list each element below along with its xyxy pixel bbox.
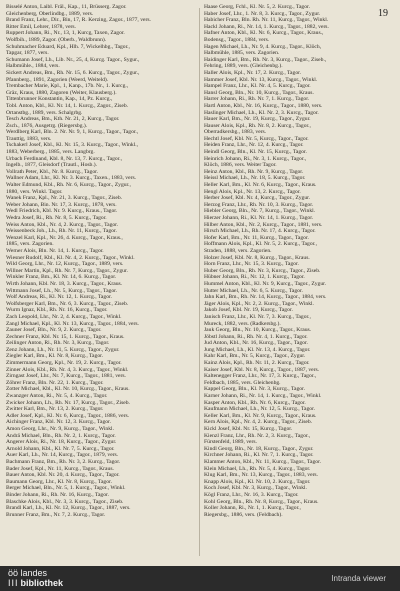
- text-line: Zach Leopold, Lhr., Nr. 2, 4. Kurcg., Tagor., Winkl.: [6, 313, 122, 320]
- text-line: Kaltenegger Franz, Lhr., Nr. 17, 3. Kurcg., Tagor.,: [204, 373, 317, 380]
- text-line: Hilber Anton, Kbl., Nr. 2, Kurcg., Tagor., 1881, vers.: [204, 221, 323, 228]
- text-line: Heinrich Johann, Ri., Nr. 3, 1. Kurcg., Tagor.,: [204, 155, 307, 162]
- text-line: Zwanzger Anton, Ri., Nr. 5, 4. Kurcg., Tagor.: [6, 393, 108, 400]
- text-line: Koch Josef, Kbl. Nr. 3, Kurcg., Tagor., Winkl.: [204, 485, 307, 492]
- text-line: Mureck, 1882, vers. (Radkersbg.).: [204, 320, 281, 327]
- text-line: Kohl Georg, Bln., Rh. Nr. 8, Kurcg., Tagor., Kraus.: [204, 498, 319, 505]
- text-line: Hengl Alois, Kpl., Nr. 13, 2. Kurcg., Tagor.: [204, 188, 301, 195]
- text-line: Zechner Franz, Kbl. Nr. 15, 1. Kurcg., Tagor., Kraus.: [6, 333, 125, 340]
- text-line: Habicher Franz, Bln. Rh. Nr. 11, Kurcg., Tagor., Winkl.: [204, 17, 329, 24]
- text-line: Brandl Karl, Lh., Kl. Nr. 12, Kurcg., Tagor., 1887, vers.: [6, 505, 131, 512]
- viewer-footer: [0, 566, 400, 591]
- text-line: Zenz Johann, Lh., Nr. 11, 5. Kurcg., Tagor., Zygur.: [6, 346, 120, 353]
- text-line: Urbach Ferdinand, Kbl. 8, Nr. 13, 7. Kurcg., Tagor.,: [6, 155, 123, 162]
- text-line: Ruppert Johann, Ri., Nr., 13, 1, Kurcg, Taxen, Zagor.: [6, 30, 125, 37]
- text-line: Werdlberg Karl, Bln. 2. Nr. Nr. 9, 1, Kurcg., Tagor., Tagor.,: [6, 129, 139, 136]
- text-line: Hirsch Michael, Lh., Rh. Nr. 17, 4. Kurcg., Tagor.: [204, 228, 316, 235]
- text-line: Zotter Michael, Kbl., Kl. Nr. 10, Kurcg., Tagor., Kraus.: [6, 386, 130, 393]
- text-line: Wirth Johann, Kbl. Nr. 18, 3. Kurcg., Tagor., Kraus.: [6, 280, 123, 287]
- text-line: Zwicker Johann, Lh., Rh. Nr. 17, Kurcg., Tagor., Ziseb.: [6, 399, 130, 406]
- text-line: Halbmühle., 1884, vers.: [6, 63, 60, 70]
- text-line: Hagen Michael, Lh., Nr. 9, 4. Kurcg., Tagor., Klöch,: [204, 43, 322, 50]
- logo-line-1: öö landes: [8, 568, 48, 578]
- text-line: Amon Georg, Lhr., Nr. 9, Kurcg., Tagor., Winkl.: [6, 426, 114, 432]
- text-line: Zimmermann Georg, Kpl., Nr. 19, 2. Kurcg., Tagor.: [6, 360, 122, 367]
- column-divider: [199, 8, 200, 556]
- text-line: Karner Johann, Ri., Nr. 14, 1. Kurcg., Tagor., Winkl.: [204, 393, 322, 400]
- text-line: Hauser Alois, Kpl., Rh. Nr. 8, 2. Kurcg., Tagor.,: [204, 122, 311, 129]
- text-line: Huber Georg, Bln., Rh. Nr. 3, Kurcg., Tagor., Ziseb.: [204, 267, 321, 274]
- text-line: Brand Franz, Lehr., Dir., Bin, 17, R. Kerzing, Zagor., 1877, vers.: [6, 17, 151, 24]
- text-line: Weissenbeck Joh., Lh., Rh. Nr. 11, Kurcg., Tagor.: [6, 228, 117, 235]
- viewer-label: Intranda viewer: [331, 574, 386, 583]
- text-line: Bisselé Anton, Laibl. Fräl., Kap., 11, Brüsserg. Zagor.: [6, 4, 127, 10]
- right-column: [204, 4, 390, 518]
- text-line: Hackl Johann, Ri., Nr. 14, 1. Kurcg., Tagor., 1882, vers.: [204, 23, 329, 30]
- text-line: Zangl Michael, Kpl., Kl. Nr. 13, Kurcg., Tagor., 1884, vers.: [6, 320, 139, 327]
- text-line: Klöch, 1886, vers. Weiter Tagor.: [204, 162, 277, 169]
- text-line: Hofer Karl, Bm., Nr. 11, Kurcg., Tagor., Tagor.: [204, 234, 309, 241]
- text-line: Wenzel Karl, Kpl., Nr. 26, 4. Kurcg., Tagor., Kraus.,: [6, 234, 123, 241]
- text-line: Binder Johann, Ri., Rh. Nr. 16, Kurcg., Tagor.: [6, 491, 109, 498]
- text-line: Angerer Alois, Ri., Nr. 18, Kurcg., Tagor., Zygur.: [6, 439, 117, 446]
- text-line: Haller Alois, Kpl., Nr. 17, 2. Kurcg., Tagor.: [204, 69, 302, 76]
- text-line: Fürstenfeld, 1889, vers.: [204, 439, 257, 446]
- text-line: Kasper Anton, Kbl., Rh. Nr. 6, Kurcg., Tagor.: [204, 399, 306, 406]
- text-line: Wanek Franz, Kpl., Nr. 21, 3. Kurcg., Tagor., Ziseb.: [6, 195, 123, 202]
- text-line: Walter Edmund, Kbl., Rh. Nr. 6, Kurcg., Tagor., Zygur.,: [6, 182, 131, 189]
- text-line: Wallner Adam, Lhr., Kl. Nr. 3. Kurcg., Taxen., 1883, vers.: [6, 175, 137, 182]
- text-line: Hummel Anton, Kbl., Kl. Nr. 9, Kurcg., Tagor., Zygur.: [204, 280, 327, 287]
- text-line: Sickert Andreas, Bm., Rh. Nr. 15, 6. Kurcg., Tagor., Zygur.,: [6, 69, 140, 76]
- text-line: Hechtl Josef, Kbl. Nr. 5, Kurcg., Tagor., Tagor.: [204, 135, 309, 142]
- logo-line-2-text: bibliothek: [20, 578, 64, 588]
- text-line: Heiden Franz, Lhr., Nr. 12, 4. Kurcg., Tagor.: [204, 142, 304, 149]
- text-line: Jakob Josef, Kbl. Nr. 19, Kurcg., Tagor.: [204, 307, 293, 314]
- text-line: Wolfbih., 1889, Zagor. (Oberb., Waldbrunn).: [6, 36, 107, 43]
- text-line: Knapp Alois, Kpl., Kl. Nr. 10, 2. Kurcg., Tagor.: [204, 478, 311, 485]
- text-line: Kirchner Johann, Ri., Kl. Nr. 7, 1. Kurcg., Tagor.: [204, 452, 314, 459]
- text-line: Weber Johann, Bin. Nr. 17, 3. Kurcg., 1878, vers.: [6, 201, 117, 208]
- text-line: Holzer Josef, Kbl. Nr. 8, Kurcg., Tagor., Kraus.: [204, 254, 310, 261]
- text-line: Hauer Karl, Bm., Nr. 19, Kurcg., Tagor., Zygur.: [204, 116, 311, 123]
- text-line: Tobl. Anton, Kbl., Kl. Nr. 14, 1. Kurcg., Zagor., Ziseb.: [6, 102, 129, 109]
- text-line: Kindl Georg, Bln., Nr. 18, Kurcg., Tagor., Zygur.: [204, 445, 314, 452]
- text-line: Schuhmacher Eduard, Kpl., Hlh. 7, Wickelhbg., Tagor.,: [6, 43, 130, 50]
- text-line: Winkler Franz, Bm., Kl. Nr. 14, 6. Kurcg., Tagor.: [6, 274, 117, 281]
- text-line: Gräz, Kraus, 1880, Zagoren (Weiter, Klausberg.).: [6, 89, 117, 96]
- text-line: Brunner Franz, Bm., Nr. 7, 2. Kurcg., Tagor.: [6, 511, 106, 518]
- text-line: Trembacher Marie, Kpl., 1, Kanp., 17b. Nr., 1. Kurcg.,: [6, 83, 129, 90]
- text-line: 1885, vers. Zagorien.: [6, 241, 54, 248]
- text-line: Feldbach, 1885, vers. Gleichenbg.: [204, 379, 281, 386]
- text-line: Aichinger Franz, Kbl. Nr. 12, 3. Kurcg., Tagor.: [6, 419, 111, 426]
- logo-line-2: [8, 578, 63, 588]
- text-line: Gleichenberg, Oberlindbg., 1889, vers.: [6, 10, 94, 17]
- text-line: Kern Alois, Kpl., Nr. 4, 2. Kurcg., Tagor., Ziseb.: [204, 419, 313, 426]
- text-line: Ritter Emil, Lehrer, 1878, vers.: [6, 23, 76, 30]
- text-line: Zsch., 1876, Ausgetrg. (Riegersbg.).: [6, 122, 88, 129]
- text-line: Wurm Ignaz, Kbl., Rh. Nr. 16, Kurcg., Tagor.: [6, 307, 108, 314]
- text-line: Arnold Johann, Kbl., Kl. Nr. 7, 5. Kurcg., Tagor.: [6, 445, 115, 452]
- text-line: Straden, 1888, vers. Zagorien.: [204, 247, 272, 254]
- text-line: Herzog Franz, Lhr., Rh. Nr. 10, 3. Kurcg., Tagor.: [204, 201, 314, 208]
- text-line: Pfannberg., 1891, Zagorien (Weerd, Weiteld).: [6, 76, 109, 83]
- text-line: Heissl Michael, Lh., Nr. 18, 5. Kurcg., Tagor.: [204, 175, 306, 182]
- text-line: Fehring, 1889, vers. (Gleichenbg.).: [204, 63, 283, 70]
- text-line: Riegersbg., 1886, vers. (Feldbach).: [204, 511, 283, 518]
- text-line: Wiesner Rudolf, Kbl., Kl. Nr. 4, 2. Kurcg., Tagor., Winkl.: [6, 254, 135, 261]
- text-line: Wedl Friedrich, Kbl. Nr. 9. Kurcg., Kraus., Tagor.: [6, 208, 118, 215]
- text-line: Schumann Josef, Lh., Lib. Nr., 25, 4, Kurcg. Tagor., Sygur.,: [6, 56, 140, 63]
- text-line: Bachmann Franz, Bm., Rh. Nr. 3, 2. Kurcg., Tagor.: [6, 458, 121, 465]
- text-line: Kickl Josef, Kbl. Nr. 15, Kurcg., Tagor.: [204, 426, 293, 432]
- text-line: Haber Josef, Lhr., 1. Nr. 8, 3. Kurcg., Tagor., Zygur.: [204, 10, 321, 17]
- text-line: Horn Franz, Lhr., Nr. 15, 3. Kurcg., Tagor.: [204, 261, 299, 268]
- text-line: Blaschke Alois, Kbl., Nr. 3, 3. Kurcg., Tagor., Ziseb.: [6, 498, 124, 505]
- text-line: Janisch Franz, Lhr., Kl. Nr. 7, 3. Kurcg., Tagor.,: [204, 313, 311, 320]
- text-line: Wild Georg, Lhr., Nr. 12, Kurcg., Tagor., 1889, vers.: [6, 261, 124, 268]
- text-line: Zauner Josef, Bln., Nr. 9, 2. Kurcg., Tagor.: [6, 327, 102, 334]
- text-line: Klug Karl, Bm., Nr. 13, Kurcg., Tagor., 1883, vers.: [204, 472, 319, 479]
- text-line: Wolfsberger Karl, Bm., Nr. 6, 3. Kurcg., Tagor., Ziseb.: [6, 300, 129, 307]
- text-line: Kainz Alois, Kpl., Rh. Nr. 11, 2. Kurcg., Tagor.: [204, 360, 310, 367]
- text-line: Jud Anton, Kbl., Nr. 16, Kurcg., Tagor., Tagor.: [204, 340, 308, 347]
- text-line: Oberradkersbg., 1883, vers.: [204, 129, 267, 136]
- text-line: Baumann Georg, Lhr., Kl. Nr. 8, Kurcg., Tagor.: [6, 478, 112, 485]
- text-line: Werner Alois, Bln. Nr. 14, 1. Kurcg., Tagor.: [6, 247, 104, 254]
- text-line: Haase Georg, Fchl., Kl. Nr. 5, 2. Kurcg., Tagor.: [204, 4, 310, 10]
- text-line: Herber Josef, Kbl. Nr. 4, Kurcg., Tagor., Zygur.: [204, 195, 311, 202]
- text-line: Jäger Alois, Kpl., Nr. 2, 2. Kurcg., Tagor., Winkl.: [204, 300, 314, 307]
- text-line: Hafner Anton, Kbl., Kl. Nr. 6, Kurcg., Tagor., Kraus.,: [204, 30, 324, 37]
- text-line: Weiss Anton, Kbl., Nr. 4, 2. Kurcg., Tagor., Tagor.: [6, 221, 119, 228]
- text-line: Zinner Alois, Kbl., Rh. Nr. 4, 3. Kurcg., Tagor., Winkl.: [6, 366, 129, 373]
- text-line: Hierzer Johann, Ri., Kl. Nr. 14, 1. Kurcg., Tagor.: [204, 215, 314, 221]
- text-line: 1880, vers. Winkl. Tagor.: [6, 188, 63, 195]
- text-line: Tesch Andreas, Bm., Kth. Nr. 21, 2, Kurcg., Tagor.: [6, 116, 120, 123]
- text-line: Willner Martin, Kpl., Rh. Nr. 7, Kurcg., Tagor., Zygur.: [6, 267, 128, 274]
- text-line: Zwitter Karl, Bm., Nr. 13, 2. Kurcg., Tagor.: [6, 406, 104, 413]
- text-line: Ortanstbg., 1889, vers. Schalgrbg.: [6, 109, 83, 116]
- text-line: Tapgar, 1877, vers.: [6, 50, 49, 57]
- text-line: Bader Josef, Kpl., Nr. 11, Kurcg., Tagor., Kraus.: [6, 465, 114, 472]
- left-column: [6, 4, 192, 518]
- text-line: Berger Michael, Bln., Nr. 5, 1. Kurcg., Tagor., Winkl.: [6, 485, 126, 492]
- logo-mark-icon: III: [8, 578, 19, 588]
- text-line: Kienzl Franz, Lhr., Rh. Nr. 2, 3. Kurcg., Tagor.,: [204, 432, 311, 439]
- text-line: Tschakerl Josef, Kbl., Kl. Nr. 15, 3. Kurcg., Tagor., Winkl.,: [6, 142, 139, 149]
- text-line: Hartl Anton, Kbl., Nr. 16, Kurcg., Tagor., 1880, vers.: [204, 102, 323, 109]
- text-line: Kappel Georg, Bln., Kl. Nr. 3, Kurcg., Tagor.: [204, 386, 306, 393]
- text-line: Trauttig, 1883, vers.: [6, 135, 52, 142]
- text-line: Jahn Karl, Bm., Rh. Nr. 14, Kurcg., Tagor., 1884, vers.: [204, 294, 327, 301]
- text-line: Harrer Johann, Ri., Rh. Nr. 7, 1. Kurcg., Tagor.: [204, 96, 310, 103]
- text-line: Zirngast Josef, Lhr., Nr. 7, Kurcg., Tagor., 1881, vers.: [6, 373, 126, 380]
- text-line: Andrä Michael, Bln., Rh. Nr. 2, 1. Kurcg., Tagor.: [6, 432, 116, 439]
- text-line: Zöhrer Franz, Bln. Nr. 22, 1. Kurcg., Tagor.: [6, 379, 104, 386]
- text-line: Klammer Anton, Kbl., Nr. 11, Kurcg., Tagor., Tagor.: [204, 458, 322, 465]
- text-line: Klein Michael, Lh., Rh. Nr. 5, 4. Kurcg., Tagor.: [204, 465, 311, 472]
- text-line: Hammer Josef, Kbl. Nr. 13, Kurcg., Tagor., Winkl.: [204, 76, 318, 83]
- text-line: Wedra Josef, Ri., Rh. Nr. 8, 5. Kurcg., Tagor.: [6, 215, 107, 221]
- page-number: 19: [378, 8, 388, 19]
- text-line: Wolf Andreas, Ri., Kl. Nr. 12, 1. Kurcg., Tagor.: [6, 294, 112, 301]
- text-line: Jauk Georg, Bln., Nr. 10, Kurcg., Tagor., Kraus.: [204, 327, 312, 334]
- text-line: Bauer Anton, Kbl. Nr. 20, 4. Kurcg., Tagor., Tagor.: [6, 472, 120, 479]
- text-line: 1883, Weberberg., 1885, vers. Langbrg.: [6, 149, 95, 156]
- text-line: Kaufmann Michael, Lh., Nr. 12, 5. Kurcg., Tagor.: [204, 406, 316, 413]
- text-line: Kaiser Josef, Kbl. Nr. 8, Kurcg., Tagor., 1887, vers.: [204, 366, 320, 373]
- text-line: Haidinger Karl, Bm., Rh. Nr. 3, Kurcg., Tagor., Ziseb.,: [204, 56, 327, 63]
- text-line: Vollrath Peter, Kbl., Nr. 8. Kurcg., Tagor.: [6, 168, 99, 175]
- text-line: Koller Johann, Ri., Nr. 1, 1. Kurcg., Tagor.,: [204, 505, 301, 512]
- text-line: Wittmann Josef, Lh., Nr. 5, Kurcg., Tagor., Tagor.: [6, 287, 118, 294]
- text-line: Haslinger Michael, Lh., Kl. Nr. 2, 3. Kurcg., Tagor.: [204, 109, 319, 116]
- text-line: Zeilinger Anton, Ri., Rh. Nr. 3, Kurcg., Tagor.: [6, 340, 110, 347]
- text-line: Hampel Franz, Lhr., Kl. Nr. 4, 5. Kurcg., Tagor.: [204, 83, 311, 90]
- library-logo[interactable]: [8, 568, 63, 588]
- text-line: Keller Karl, Bm., Kl. Nr. 9, Kurcg., Tagor., Kraus.: [204, 412, 317, 419]
- text-line: Hutter Michael, Lh., Nr. 6, 5. Kurcg., Tagor.: [204, 287, 303, 294]
- text-line: Adler Josef, Kpl., Kl. Nr. 6, Kurcg., Tagor., 1886, vers.: [6, 412, 130, 419]
- text-line: Auer Karl, Lh., Nr. 14, Kurcg., Tagor., 1879, vers.: [6, 452, 119, 459]
- text-line: Kögl Franz, Lhr., Nr. 16, 3. Kurcg., Tagor.: [204, 491, 299, 498]
- text-line: Heinz Anton, Kbl., Rh. Nr. 9, Kurcg., Tagor.: [204, 168, 304, 175]
- text-line: Heller Karl, Bm., Kl. Nr. 6, Kurcg., Tagor., Kraus.: [204, 182, 317, 189]
- text-line: Hansl Georg, Bln., Nr. 10, Kurcg., Tagor., Kraus.: [204, 89, 314, 96]
- text-line: Hübner Johann, Ri., Nr. 12, 1. Kurcg., Tagor.: [204, 274, 305, 281]
- text-line: Hiebler Georg, Bln., Nr. 7, Kurcg., Tagor., Winkl.: [204, 208, 316, 215]
- text-line: Kahr Karl, Bm., Nr. 5, Kurcg., Tagor., Zygur.: [204, 353, 306, 360]
- text-line: Ziegler Karl, Bm., Kl. Nr. 8, Kurcg., Tagor.: [6, 353, 104, 360]
- text-line: Hoffmann Alois, Kpl., Kl. Nr. 5, 2. Kurcg., Tagor.,: [204, 241, 317, 248]
- text-line: Halbmühle, 1885, vers. Zagorien.: [204, 50, 280, 57]
- text-line: Tittenbrunner Konstantin, Kap., 14, Pz. Kurcg.,: [6, 96, 113, 103]
- text-line: Jung Michael, Lh., Kl. Nr. 13, 4. Kurcg., Tagor.: [204, 346, 311, 353]
- text-line: Jöbstl Johann, Ri., Rh. Nr. 4, 1. Kurcg., Tagor.: [204, 333, 308, 340]
- text-line: Bodensg., Tagor., 1884, vers.: [204, 36, 270, 43]
- text-line: Ingelb., 1877, Gleisdorf (Trautl., Hosb.).: [6, 162, 97, 169]
- text-line: Heindl Georg, Bln., Kl. Nr. 15, Kurcg., Tagor.: [204, 149, 307, 156]
